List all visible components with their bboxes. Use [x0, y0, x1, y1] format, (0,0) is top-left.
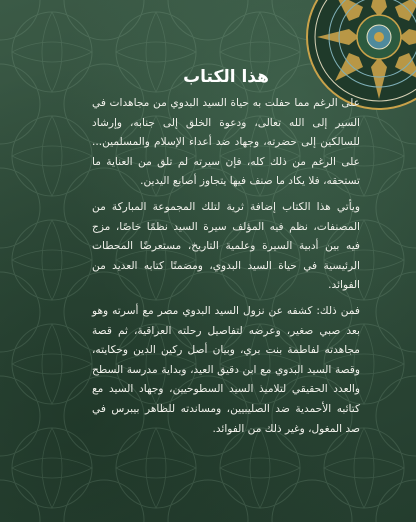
- paragraph-3: فمن ذلك: كشفه عن نزول السيد البدوي مصر مع أسرته وهو بعد صبي صغير، وعرضه لتفاصيل رحلته العراقية، ثم قصة مجاهدته لفاطمة بنت بري، وبيان أصل ركين الدين وحكايته، وقصة السيد البدوي مع ابن دقيق العيد، وبداية مدرسة السطح والعدد الحقيقي لتلاميذ السيد السطوحيين، وجهاد السيد مع كتائبه الأحمدية ضد الصليبيين، ومساندته للظاهر بيبرس في صد المغول، وغير ذلك من الفوائد.: [92, 304, 360, 435]
- paragraph-1: على الرغم مما حفلت به حياة السيد البدوي من مجاهدات في السير إلى الله تعالى، ودعوة الخلق إلى جنابه، وإرشاد للسالكين إلى حضرته، وجهاد ضد أعداء الإسلام والمسلمين... على الرغم من ذلك كله، فإن سيرته لم تلق من العناية ما تستحقه، فلا يكاد ما صنف فيها يتجاوز أصابع اليدين.: [92, 97, 360, 188]
- cover-text-block: [92, 66, 360, 512]
- paragraph-2: ويأتي هذا الكتاب إضافة ثرية لتلك المجموعة المباركة من المصنفات، نظم فيه المؤلف سيرة السيد نظمًا خاصًا، مزج فيه بين أدبية السيرة وعلمية التاريخ، مستعرضًا المحطات الرئيسية في حياة السيد البدوي، ومضمنًا كتابه العديد من الفوائد.: [92, 200, 360, 292]
- section-title: هذا الكتاب: [183, 67, 269, 87]
